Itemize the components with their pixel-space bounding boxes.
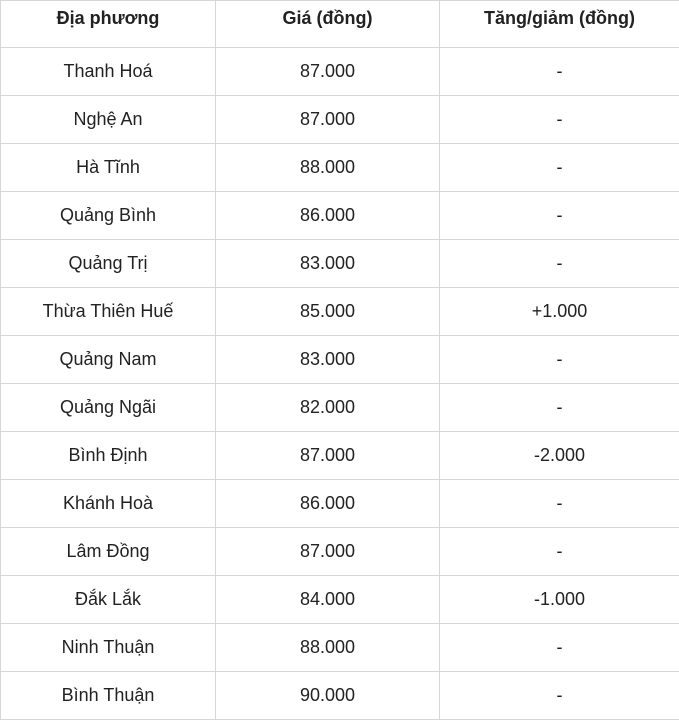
cell-change: - bbox=[440, 384, 679, 432]
cell-price: 87.000 bbox=[216, 528, 440, 576]
cell-region: Bình Định bbox=[1, 432, 216, 480]
cell-region: Đắk Lắk bbox=[1, 576, 216, 624]
cell-region: Thanh Hoá bbox=[1, 48, 216, 96]
cell-change: - bbox=[440, 144, 679, 192]
cell-price: 90.000 bbox=[216, 672, 440, 720]
table-row bbox=[1, 96, 679, 144]
cell-region: Quảng Ngãi bbox=[1, 384, 216, 432]
table-row bbox=[1, 480, 679, 528]
cell-change: - bbox=[440, 624, 679, 672]
cell-price: 87.000 bbox=[216, 48, 440, 96]
table-row bbox=[1, 528, 679, 576]
cell-region: Hà Tĩnh bbox=[1, 144, 216, 192]
cell-change: - bbox=[440, 96, 679, 144]
cell-region: Quảng Bình bbox=[1, 192, 216, 240]
table-row bbox=[1, 48, 679, 96]
table-row bbox=[1, 144, 679, 192]
cell-region: Quảng Nam bbox=[1, 336, 216, 384]
cell-price: 86.000 bbox=[216, 480, 440, 528]
table-row bbox=[1, 432, 679, 480]
cell-change: -2.000 bbox=[440, 432, 679, 480]
cell-change: - bbox=[440, 480, 679, 528]
cell-price: 82.000 bbox=[216, 384, 440, 432]
table-row bbox=[1, 240, 679, 288]
cell-change: - bbox=[440, 672, 679, 720]
header-region: Địa phương bbox=[1, 1, 216, 48]
cell-price: 86.000 bbox=[216, 192, 440, 240]
cell-price: 88.000 bbox=[216, 144, 440, 192]
table-row bbox=[1, 672, 679, 720]
cell-region: Nghệ An bbox=[1, 96, 216, 144]
cell-price: 85.000 bbox=[216, 288, 440, 336]
table-row bbox=[1, 336, 679, 384]
cell-change: - bbox=[440, 48, 679, 96]
header-change: Tăng/giảm (đồng) bbox=[440, 1, 679, 48]
cell-price: 87.000 bbox=[216, 96, 440, 144]
table-row bbox=[1, 384, 679, 432]
cell-price: 84.000 bbox=[216, 576, 440, 624]
cell-change: - bbox=[440, 336, 679, 384]
table-row bbox=[1, 576, 679, 624]
cell-region: Quảng Trị bbox=[1, 240, 216, 288]
cell-price: 83.000 bbox=[216, 336, 440, 384]
table-row bbox=[1, 624, 679, 672]
cell-change: - bbox=[440, 528, 679, 576]
table-header-row bbox=[1, 1, 679, 48]
cell-change: -1.000 bbox=[440, 576, 679, 624]
header-price: Giá (đồng) bbox=[216, 1, 440, 48]
cell-change: +1.000 bbox=[440, 288, 679, 336]
table-row bbox=[1, 192, 679, 240]
cell-region: Lâm Đồng bbox=[1, 528, 216, 576]
cell-change: - bbox=[440, 240, 679, 288]
cell-change: - bbox=[440, 192, 679, 240]
cell-region: Thừa Thiên Huế bbox=[1, 288, 216, 336]
cell-price: 87.000 bbox=[216, 432, 440, 480]
cell-price: 83.000 bbox=[216, 240, 440, 288]
cell-region: Ninh Thuận bbox=[1, 624, 216, 672]
table-row bbox=[1, 288, 679, 336]
cell-price: 88.000 bbox=[216, 624, 440, 672]
cell-region: Khánh Hoà bbox=[1, 480, 216, 528]
cell-region: Bình Thuận bbox=[1, 672, 216, 720]
